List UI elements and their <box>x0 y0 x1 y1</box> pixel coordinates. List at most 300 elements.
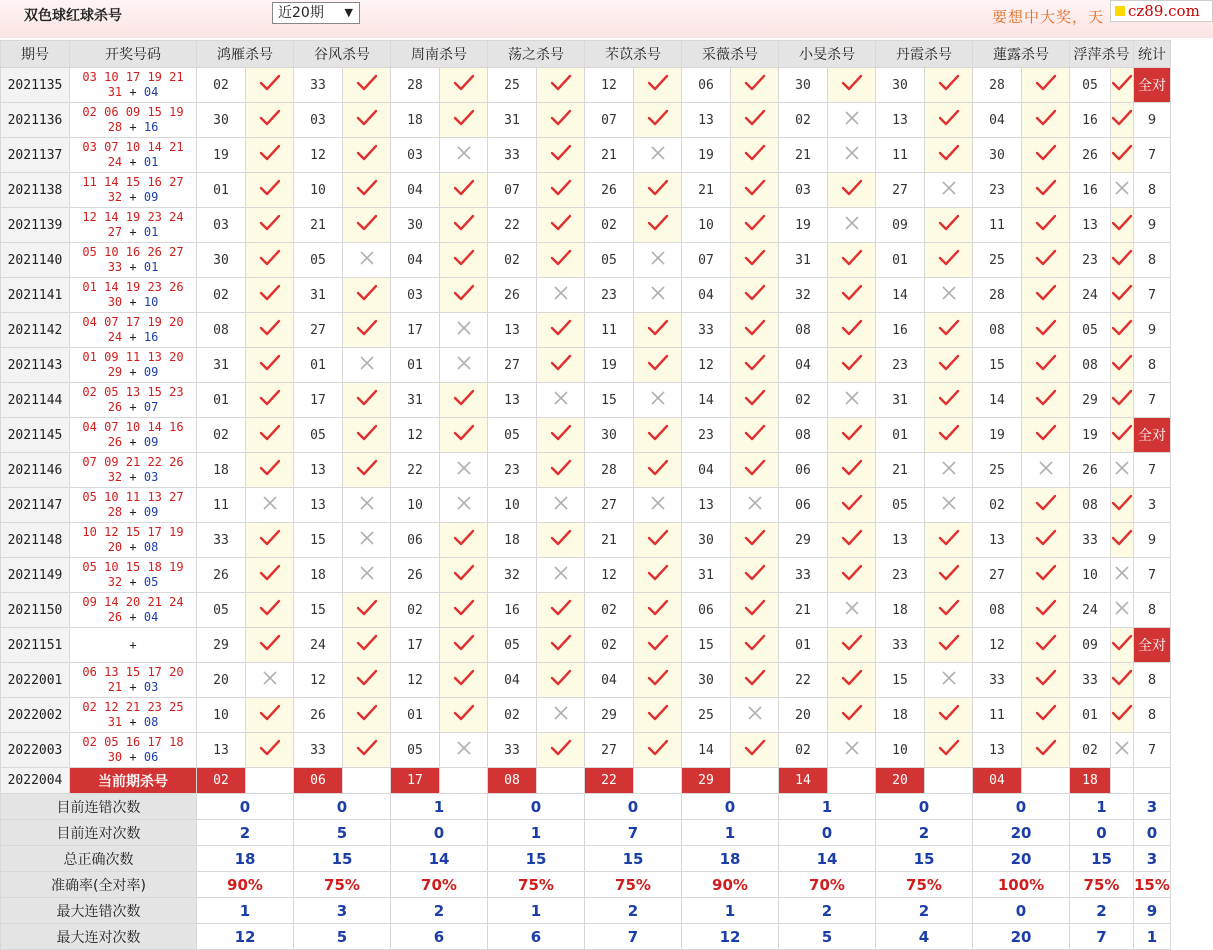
draw-numbers <box>70 418 197 453</box>
check-icon <box>634 208 682 243</box>
red-ball: 31 <box>107 715 123 729</box>
check-icon <box>343 173 391 208</box>
kill-number: 20 <box>779 698 828 733</box>
check-icon <box>246 523 294 558</box>
red-ball: 26 <box>107 610 123 624</box>
kill-number: 08 <box>1070 488 1111 523</box>
check-icon <box>1111 523 1134 558</box>
kill-number: 13 <box>488 383 537 418</box>
cross-icon <box>440 488 488 523</box>
check-icon <box>925 138 973 173</box>
issue-number: 2021138 <box>1 173 70 208</box>
draw-numbers-line2 <box>70 435 196 450</box>
kill-number: 19 <box>1070 418 1111 453</box>
kill-number: 12 <box>294 138 343 173</box>
check-icon <box>440 628 488 663</box>
red-ball: 29 <box>107 365 123 379</box>
kill-number: 08 <box>1070 348 1111 383</box>
red-balls: 02 05 13 15 23 <box>82 385 184 399</box>
kill-number: 02 <box>197 418 246 453</box>
table-row <box>1 453 1171 488</box>
kill-number: 13 <box>294 453 343 488</box>
table-row <box>1 173 1171 208</box>
kill-number: 05 <box>1070 313 1111 348</box>
kill-number: 01 <box>391 698 440 733</box>
kill-number: 02 <box>973 488 1022 523</box>
kill-number: 19 <box>197 138 246 173</box>
cross-icon <box>440 138 488 173</box>
check-icon <box>343 313 391 348</box>
all-correct-badge: 全对 <box>1134 418 1171 453</box>
check-icon <box>343 453 391 488</box>
all-correct-badge: 全对 <box>1134 68 1171 103</box>
check-icon <box>343 593 391 628</box>
kill-number: 11 <box>973 698 1022 733</box>
kill-number: 04 <box>391 243 440 278</box>
summary-value: 20 <box>973 846 1070 872</box>
summary-value: 0 <box>1134 820 1171 846</box>
summary-value: 5 <box>294 924 391 950</box>
issue-number: 2021145 <box>1 418 70 453</box>
issue-number: 2021146 <box>1 453 70 488</box>
check-icon <box>1022 383 1070 418</box>
check-icon <box>440 68 488 103</box>
plus-sign: + <box>129 610 137 624</box>
check-icon <box>731 558 779 593</box>
logo-text: cz89.com <box>1128 2 1200 20</box>
kill-number: 15 <box>585 383 634 418</box>
cross-icon <box>1111 453 1134 488</box>
check-icon <box>828 243 876 278</box>
draw-numbers-line2 <box>70 638 196 653</box>
table-row <box>1 523 1171 558</box>
plus-sign: + <box>129 225 137 239</box>
check-icon <box>246 313 294 348</box>
check-icon <box>634 523 682 558</box>
correct-count: 9 <box>1134 313 1171 348</box>
plus-sign: + <box>129 575 137 589</box>
cross-icon <box>731 698 779 733</box>
current-kill-number: 04 <box>973 768 1022 794</box>
kill-number: 21 <box>779 138 828 173</box>
kill-number: 05 <box>197 593 246 628</box>
correct-count: 8 <box>1134 243 1171 278</box>
column-header: 小旻杀号 <box>779 41 876 68</box>
kill-number: 05 <box>876 488 925 523</box>
check-icon <box>731 733 779 768</box>
period-select[interactable] <box>272 2 360 24</box>
check-icon <box>537 103 585 138</box>
kill-number: 26 <box>488 278 537 313</box>
kill-number: 33 <box>779 558 828 593</box>
kill-number: 30 <box>973 138 1022 173</box>
period-select-value: 近20期 <box>278 5 324 21</box>
kill-number: 30 <box>876 68 925 103</box>
cross-icon <box>1111 558 1134 593</box>
check-icon <box>925 628 973 663</box>
empty-cell <box>343 768 391 794</box>
summary-value: 0 <box>585 794 682 820</box>
cross-icon <box>537 488 585 523</box>
current-kill-number: 20 <box>876 768 925 794</box>
cross-icon <box>246 488 294 523</box>
check-icon <box>828 523 876 558</box>
kill-number: 33 <box>876 628 925 663</box>
kill-number: 02 <box>488 243 537 278</box>
kill-number: 04 <box>585 663 634 698</box>
cross-icon <box>828 138 876 173</box>
summary-value: 0 <box>973 898 1070 924</box>
plus-sign: + <box>129 435 137 449</box>
summary-value: 2 <box>391 898 488 924</box>
blue-ball: 04 <box>143 610 159 624</box>
correct-count: 8 <box>1134 173 1171 208</box>
check-icon <box>343 383 391 418</box>
red-balls: 03 07 10 14 21 <box>82 140 184 154</box>
kill-number: 17 <box>391 313 440 348</box>
kill-number: 27 <box>585 733 634 768</box>
summary-value: 20 <box>973 820 1070 846</box>
correct-count: 8 <box>1134 348 1171 383</box>
kill-number: 29 <box>585 698 634 733</box>
kill-number: 01 <box>876 418 925 453</box>
check-icon <box>731 453 779 488</box>
draw-numbers <box>70 698 197 733</box>
check-icon <box>1022 663 1070 698</box>
check-icon <box>634 453 682 488</box>
check-icon <box>537 733 585 768</box>
check-icon <box>828 348 876 383</box>
draw-numbers <box>70 733 197 768</box>
current-kill-row <box>1 768 1171 794</box>
blue-ball: 09 <box>143 365 159 379</box>
column-header: 鸿雁杀号 <box>197 41 294 68</box>
summary-value: 90% <box>682 872 779 898</box>
kill-number: 13 <box>682 103 731 138</box>
correct-count: 7 <box>1134 733 1171 768</box>
check-icon <box>1111 138 1134 173</box>
check-icon <box>731 278 779 313</box>
kill-number: 08 <box>779 418 828 453</box>
blue-ball: 09 <box>143 435 159 449</box>
check-icon <box>246 348 294 383</box>
kill-number: 21 <box>585 523 634 558</box>
red-ball: 32 <box>107 190 123 204</box>
kill-number: 21 <box>585 138 634 173</box>
kill-number-table <box>0 40 1171 950</box>
check-icon <box>634 663 682 698</box>
kill-number: 30 <box>585 418 634 453</box>
blue-ball: 01 <box>143 260 159 274</box>
summary-value: 0 <box>294 794 391 820</box>
check-icon <box>1022 173 1070 208</box>
check-icon <box>1022 558 1070 593</box>
check-icon <box>537 453 585 488</box>
cross-icon <box>925 453 973 488</box>
kill-number: 30 <box>197 103 246 138</box>
check-icon <box>246 243 294 278</box>
kill-number: 02 <box>197 68 246 103</box>
table-row <box>1 348 1171 383</box>
draw-numbers-line2 <box>70 330 196 345</box>
check-icon <box>828 698 876 733</box>
summary-value: 1 <box>779 794 876 820</box>
summary-value: 12 <box>197 924 294 950</box>
kill-number: 33 <box>488 733 537 768</box>
summary-value: 2 <box>779 898 876 924</box>
correct-count: 7 <box>1134 383 1171 418</box>
draw-numbers <box>70 383 197 418</box>
kill-number: 02 <box>779 383 828 418</box>
kill-number: 24 <box>294 628 343 663</box>
correct-count: 7 <box>1134 558 1171 593</box>
kill-number: 02 <box>488 698 537 733</box>
summary-value: 2 <box>585 898 682 924</box>
draw-numbers-line2 <box>70 540 196 555</box>
draw-numbers <box>70 278 197 313</box>
summary-value: 1 <box>488 898 585 924</box>
kill-number: 31 <box>682 558 731 593</box>
check-icon <box>828 558 876 593</box>
check-icon <box>634 733 682 768</box>
cross-icon <box>343 523 391 558</box>
check-icon <box>1111 488 1134 523</box>
cross-icon <box>1111 733 1134 768</box>
issue-number: 2021141 <box>1 278 70 313</box>
check-icon <box>440 383 488 418</box>
column-header: 周南杀号 <box>391 41 488 68</box>
summary-value: 75% <box>585 872 682 898</box>
plus-sign: + <box>129 120 137 134</box>
current-kill-number: 17 <box>391 768 440 794</box>
summary-label: 准确率(全对率) <box>1 872 197 898</box>
kill-number: 27 <box>876 173 925 208</box>
kill-number: 04 <box>973 103 1022 138</box>
kill-number: 27 <box>585 488 634 523</box>
check-icon <box>440 558 488 593</box>
column-header: 采薇杀号 <box>682 41 779 68</box>
kill-number: 25 <box>973 453 1022 488</box>
draw-numbers-line2 <box>70 680 196 695</box>
check-icon <box>537 523 585 558</box>
check-icon <box>1111 313 1134 348</box>
cross-icon <box>343 558 391 593</box>
column-header: 统计 <box>1134 41 1171 68</box>
check-icon <box>440 663 488 698</box>
check-icon <box>731 313 779 348</box>
check-icon <box>828 313 876 348</box>
summary-label: 最大连对次数 <box>1 924 197 950</box>
kill-number: 13 <box>1070 208 1111 243</box>
check-icon <box>246 593 294 628</box>
check-icon <box>343 628 391 663</box>
column-header: 蓮露杀号 <box>973 41 1070 68</box>
kill-number: 05 <box>1070 68 1111 103</box>
red-balls: 10 12 15 17 19 <box>82 525 184 539</box>
current-kill-number: 14 <box>779 768 828 794</box>
cross-icon <box>1111 173 1134 208</box>
red-ball: 32 <box>107 575 123 589</box>
summary-value: 1 <box>1134 924 1171 950</box>
kill-number: 26 <box>585 173 634 208</box>
summary-value: 1 <box>682 898 779 924</box>
draw-numbers-line2 <box>70 225 196 240</box>
check-icon <box>731 593 779 628</box>
issue-number: 2021143 <box>1 348 70 383</box>
check-icon <box>925 243 973 278</box>
kill-number: 28 <box>585 453 634 488</box>
check-icon <box>440 523 488 558</box>
kill-number: 06 <box>682 593 731 628</box>
site-logo[interactable] <box>1110 0 1213 22</box>
draw-numbers <box>70 208 197 243</box>
kill-number: 04 <box>682 453 731 488</box>
column-header: 浮萍杀号 <box>1070 41 1134 68</box>
check-icon <box>1022 138 1070 173</box>
kill-number: 15 <box>294 523 343 558</box>
check-icon <box>440 243 488 278</box>
check-icon <box>246 733 294 768</box>
kill-number: 33 <box>973 663 1022 698</box>
correct-count: 9 <box>1134 103 1171 138</box>
kill-number: 02 <box>1070 733 1111 768</box>
chevron-down-icon: ▼ <box>344 6 353 19</box>
issue-number: 2022004 <box>1 768 70 794</box>
kill-number: 07 <box>682 243 731 278</box>
cross-icon <box>634 138 682 173</box>
check-icon <box>1022 278 1070 313</box>
kill-number: 16 <box>876 313 925 348</box>
empty-cell <box>925 768 973 794</box>
check-icon <box>1111 68 1134 103</box>
kill-number: 33 <box>682 313 731 348</box>
draw-numbers-line2 <box>70 715 196 730</box>
logo-square-icon <box>1115 6 1125 16</box>
table-row <box>1 68 1171 103</box>
cross-icon <box>828 593 876 628</box>
red-ball: 21 <box>107 680 123 694</box>
blue-ball: 05 <box>143 575 159 589</box>
red-ball: 28 <box>107 505 123 519</box>
kill-number: 30 <box>391 208 440 243</box>
table-row <box>1 733 1171 768</box>
red-ball: 30 <box>107 750 123 764</box>
summary-value: 5 <box>779 924 876 950</box>
kill-number: 33 <box>1070 523 1111 558</box>
check-icon <box>246 383 294 418</box>
draw-numbers-line2 <box>70 575 196 590</box>
kill-number: 12 <box>585 68 634 103</box>
kill-number: 13 <box>876 103 925 138</box>
check-icon <box>731 523 779 558</box>
cross-icon <box>440 453 488 488</box>
red-balls: 09 14 20 21 24 <box>82 595 184 609</box>
current-kill-number: 29 <box>682 768 731 794</box>
blue-ball: 01 <box>143 225 159 239</box>
draw-numbers <box>70 313 197 348</box>
cross-icon <box>634 383 682 418</box>
plus-sign: + <box>129 190 137 204</box>
kill-number: 19 <box>779 208 828 243</box>
check-icon <box>828 418 876 453</box>
red-ball: 33 <box>107 260 123 274</box>
red-balls: 11 14 15 16 27 <box>82 175 184 189</box>
table-row <box>1 418 1171 453</box>
kill-number: 05 <box>488 628 537 663</box>
blue-ball: 10 <box>143 295 159 309</box>
cross-icon <box>537 558 585 593</box>
check-icon <box>731 663 779 698</box>
table-row <box>1 593 1171 628</box>
draw-numbers-line2 <box>70 155 196 170</box>
kill-number: 19 <box>973 418 1022 453</box>
summary-value: 0 <box>682 794 779 820</box>
summary-value: 15% <box>1134 872 1171 898</box>
blue-ball: 09 <box>143 505 159 519</box>
check-icon <box>343 138 391 173</box>
check-icon <box>634 593 682 628</box>
summary-value: 15 <box>294 846 391 872</box>
kill-number: 30 <box>779 68 828 103</box>
red-ball: 26 <box>107 400 123 414</box>
summary-value: 75% <box>488 872 585 898</box>
table-row <box>1 488 1171 523</box>
kill-number: 18 <box>876 593 925 628</box>
kill-number: 29 <box>1070 383 1111 418</box>
kill-number: 26 <box>197 558 246 593</box>
column-header: 期号 <box>1 41 70 68</box>
summary-row <box>1 872 1171 898</box>
cross-icon <box>634 488 682 523</box>
kill-number: 12 <box>682 348 731 383</box>
red-ball: 20 <box>107 540 123 554</box>
check-icon <box>828 173 876 208</box>
check-icon <box>1111 418 1134 453</box>
blue-ball: 03 <box>143 680 159 694</box>
summary-value: 2 <box>197 820 294 846</box>
kill-number: 05 <box>585 243 634 278</box>
blue-ball: 07 <box>143 400 159 414</box>
kill-number: 13 <box>197 733 246 768</box>
plus-sign: + <box>129 260 137 274</box>
kill-number: 18 <box>197 453 246 488</box>
summary-value: 7 <box>1070 924 1134 950</box>
cross-icon <box>1022 453 1070 488</box>
issue-number: 2021144 <box>1 383 70 418</box>
kill-number: 09 <box>1070 628 1111 663</box>
issue-number: 2021142 <box>1 313 70 348</box>
kill-number: 19 <box>585 348 634 383</box>
check-icon <box>246 418 294 453</box>
plus-sign: + <box>129 715 137 729</box>
kill-number: 33 <box>197 523 246 558</box>
check-icon <box>925 348 973 383</box>
check-icon <box>440 698 488 733</box>
draw-numbers-line2 <box>70 505 196 520</box>
empty-cell <box>634 768 682 794</box>
kill-number: 08 <box>197 313 246 348</box>
kill-number: 27 <box>488 348 537 383</box>
issue-number: 2022001 <box>1 663 70 698</box>
summary-value: 90% <box>197 872 294 898</box>
red-balls: 05 10 15 18 19 <box>82 560 184 574</box>
summary-value: 1 <box>488 820 585 846</box>
kill-number: 24 <box>1070 278 1111 313</box>
kill-number: 15 <box>294 593 343 628</box>
kill-number: 31 <box>294 278 343 313</box>
summary-value: 1 <box>1070 794 1134 820</box>
check-icon <box>634 348 682 383</box>
